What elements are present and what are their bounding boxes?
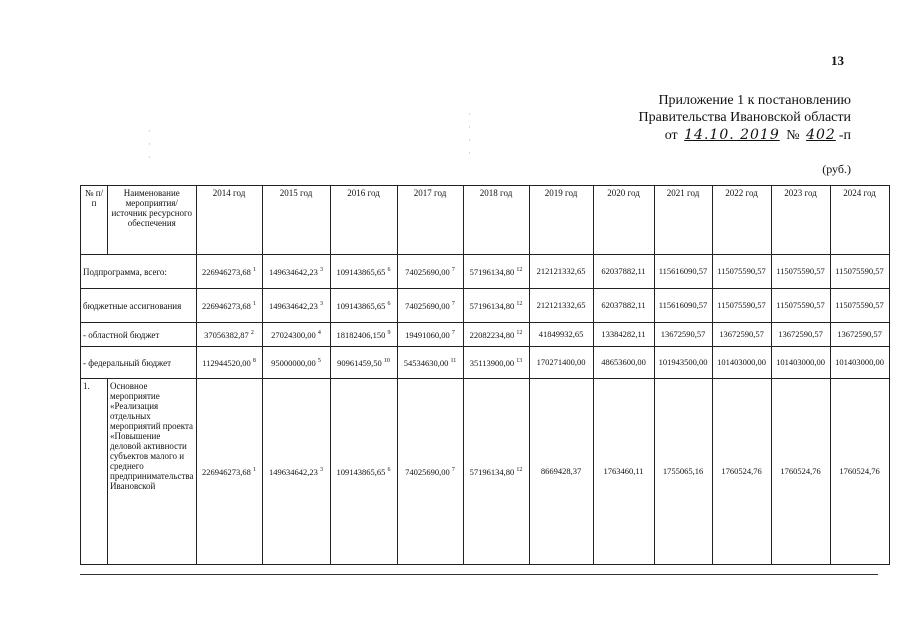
footnote-marker: 2 <box>250 330 254 337</box>
footnote-marker: 6 <box>387 301 391 308</box>
cell-value: 115075590,57 <box>776 266 825 276</box>
cell-value: 62037882,11 <box>601 266 646 276</box>
footnote-marker: 12 <box>516 267 523 274</box>
handwritten-number: 402 <box>806 127 836 143</box>
cell-value: 112944520,00 <box>202 357 251 368</box>
footnote-marker: 1 <box>253 301 257 308</box>
value-cell <box>262 255 330 289</box>
value-cell <box>830 289 889 323</box>
page-bottom-rule <box>80 574 878 575</box>
cell-value: 212121332,65 <box>536 300 586 310</box>
value-cell <box>397 323 463 347</box>
cell-value: 57196134,80 <box>469 466 515 477</box>
value-cell <box>330 255 397 289</box>
cell-value: 35113900,00 <box>469 357 515 368</box>
cell-value: 95000000,00 <box>271 357 316 368</box>
footnote-marker: 3 <box>320 301 324 308</box>
cell-value: 13672590,57 <box>778 329 823 339</box>
value-cell <box>463 289 529 323</box>
appendix-authority: Правительства Ивановской области <box>638 110 851 125</box>
handwritten-date: 14.10. 2019 <box>684 127 780 143</box>
value-cell <box>529 347 593 379</box>
cell-value: 1760524,76 <box>721 466 762 476</box>
cell-value: 101403000,00 <box>717 357 766 367</box>
cell-value: 13384282,11 <box>601 329 646 339</box>
cell-value: 109143865,65 <box>336 266 386 277</box>
value-cell <box>771 323 830 347</box>
column-header: 2019 год <box>529 186 593 255</box>
value-cell <box>593 289 654 323</box>
value-cell <box>463 379 529 565</box>
footnote-marker: 4 <box>317 330 321 337</box>
cell-value: 115075590,57 <box>717 266 766 276</box>
cell-value: 19491060,00 <box>405 329 450 340</box>
number-suffix: -п <box>838 128 851 143</box>
value-cell <box>196 255 262 289</box>
cell-value: 101403000,00 <box>835 357 884 367</box>
cell-value: 149634642,23 <box>269 266 318 277</box>
cell-value: 1755065,16 <box>662 466 704 476</box>
value-cell <box>330 323 397 347</box>
cell-value: 101943500,00 <box>658 357 708 367</box>
cell-value: 13672590,57 <box>660 329 706 339</box>
row-label: - областной бюджет <box>81 323 197 347</box>
value-cell <box>397 255 463 289</box>
cell-value: 1763460,11 <box>603 466 644 476</box>
value-cell <box>712 323 771 347</box>
cell-value: 101403000,00 <box>776 357 825 367</box>
value-cell <box>593 255 654 289</box>
value-cell <box>262 289 330 323</box>
footnote-marker: 7 <box>451 330 455 337</box>
table-header-row <box>81 186 890 255</box>
value-cell <box>196 347 262 379</box>
row-label: бюджетные ассигнования <box>81 289 197 323</box>
cell-value: 22082234,80 <box>469 329 515 340</box>
footnote-marker: 7 <box>451 267 455 274</box>
page-number: 13 <box>831 53 844 68</box>
column-header: 2014 год <box>196 186 262 255</box>
value-cell <box>654 255 712 289</box>
footnote-marker: 7 <box>451 467 455 474</box>
cell-value: 41849932,65 <box>538 329 584 339</box>
cell-value: 226946273,68 <box>202 300 251 311</box>
cell-value: 74025690,00 <box>405 300 450 311</box>
column-header: 2023 год <box>771 186 830 255</box>
value-cell <box>830 379 889 565</box>
from-label: от <box>664 128 678 143</box>
cell-value: 27024300,00 <box>271 329 316 340</box>
cell-value: 37056382,87 <box>204 329 249 340</box>
column-header: 2021 год <box>654 186 712 255</box>
column-header: 2018 год <box>463 186 529 255</box>
value-cell <box>196 379 262 565</box>
value-cell <box>593 323 654 347</box>
value-cell <box>830 323 889 347</box>
cell-value: 74025690,00 <box>405 266 450 277</box>
cell-value: 109143865,65 <box>336 466 386 477</box>
appendix-title: Приложение 1 к постановлению <box>658 93 851 108</box>
cell-value: 13672590,57 <box>837 329 882 339</box>
value-cell <box>463 323 529 347</box>
row-label: - федеральный бюджет <box>81 347 197 379</box>
cell-value: 226946273,68 <box>202 466 251 477</box>
value-cell <box>262 379 330 565</box>
value-cell <box>654 289 712 323</box>
cell-value: 212121332,65 <box>536 266 586 276</box>
value-cell <box>712 379 771 565</box>
footnote-marker: 1 <box>253 267 257 274</box>
value-cell <box>712 289 771 323</box>
footnote-marker: 7 <box>451 301 455 308</box>
cell-value: 90961459,50 <box>337 357 382 368</box>
table-row <box>81 379 890 565</box>
cell-value: 57196134,80 <box>469 300 515 311</box>
cell-value: 57196134,80 <box>469 266 515 277</box>
footnote-marker: 11 <box>450 358 457 365</box>
value-cell <box>593 379 654 565</box>
value-cell <box>196 289 262 323</box>
value-cell <box>330 289 397 323</box>
table-row <box>81 289 890 323</box>
footnote-marker: 9 <box>387 330 391 337</box>
cell-value: 1760524,76 <box>780 466 821 476</box>
value-cell <box>654 347 712 379</box>
column-header: 2022 год <box>712 186 771 255</box>
value-cell <box>397 289 463 323</box>
appendix-date-number <box>665 127 851 144</box>
table-row <box>81 255 890 289</box>
footnote-marker: 8 <box>252 358 256 365</box>
cell-value: 62037882,11 <box>601 300 646 310</box>
column-header: 2017 год <box>397 186 463 255</box>
value-cell <box>330 347 397 379</box>
row-label: Основное мероприятие «Реализация отдельных мероприятий проекта «Повышение деловой активности субъектов малого и среднего предпринимательства Ивановской <box>108 379 197 565</box>
cell-value: 115616090,57 <box>658 300 708 310</box>
footnote-marker: 3 <box>320 267 324 274</box>
cell-value: 149634642,23 <box>269 466 318 477</box>
footnote-marker: 10 <box>383 358 390 365</box>
value-cell <box>771 379 830 565</box>
value-cell <box>712 255 771 289</box>
value-cell <box>771 289 830 323</box>
cell-value: 115075590,57 <box>835 300 884 310</box>
value-cell <box>654 323 712 347</box>
footnote-marker: 13 <box>516 358 523 365</box>
value-cell <box>196 323 262 347</box>
value-cell <box>463 347 529 379</box>
scan-artifact: · · · <box>148 126 151 162</box>
footnote-marker: 5 <box>317 358 321 365</box>
cell-value: 1760524,76 <box>839 466 880 476</box>
cell-value: 115075590,57 <box>776 300 825 310</box>
cell-value: 115075590,57 <box>717 300 766 310</box>
cell-value: 109143865,65 <box>336 300 386 311</box>
row-number: 1. <box>81 379 108 565</box>
cell-value: 13672590,57 <box>719 329 764 339</box>
scan-artifact: · · · · <box>468 109 471 158</box>
table-row <box>81 323 890 347</box>
budget-table <box>80 185 890 565</box>
cell-value: 8669428,37 <box>540 466 582 476</box>
column-header: 2020 год <box>593 186 654 255</box>
number-label: № <box>786 128 800 143</box>
footnote-marker: 12 <box>516 467 523 474</box>
cell-value: 226946273,68 <box>202 266 251 277</box>
value-cell <box>397 379 463 565</box>
value-cell <box>463 255 529 289</box>
column-header: № п/п <box>81 186 108 255</box>
cell-value: 48653600,00 <box>601 357 646 367</box>
column-header: 2024 год <box>830 186 889 255</box>
cell-value: 54534630,00 <box>403 357 449 368</box>
value-cell <box>529 379 593 565</box>
value-cell <box>593 347 654 379</box>
value-cell <box>330 379 397 565</box>
value-cell <box>830 347 889 379</box>
footnote-marker: 6 <box>387 467 391 474</box>
value-cell <box>397 347 463 379</box>
footnote-marker: 6 <box>387 267 391 274</box>
footnote-marker: 3 <box>320 467 324 474</box>
cell-value: 149634642,23 <box>269 300 318 311</box>
value-cell <box>771 347 830 379</box>
cell-value: 74025690,00 <box>405 466 450 477</box>
footnote-marker: 12 <box>516 301 523 308</box>
currency-note: (руб.) <box>822 162 851 176</box>
table-row <box>81 347 890 379</box>
value-cell <box>529 323 593 347</box>
value-cell <box>262 347 330 379</box>
row-label: Подпрограмма, всего: <box>81 255 197 289</box>
value-cell <box>529 255 593 289</box>
cell-value: 170271400,00 <box>536 357 586 367</box>
column-header: 2016 год <box>330 186 397 255</box>
value-cell <box>262 323 330 347</box>
value-cell <box>830 255 889 289</box>
footnote-marker: 12 <box>516 330 523 337</box>
column-header: 2015 год <box>262 186 330 255</box>
value-cell <box>654 379 712 565</box>
value-cell <box>712 347 771 379</box>
cell-value: 115075590,57 <box>835 266 884 276</box>
cell-value: 18182406,150 <box>336 329 386 340</box>
value-cell <box>771 255 830 289</box>
cell-value: 115616090,57 <box>658 266 708 276</box>
column-header: Наименование мероприятия/ источник ресурсного обеспечения <box>108 186 197 255</box>
value-cell <box>529 289 593 323</box>
footnote-marker: 1 <box>253 467 257 474</box>
